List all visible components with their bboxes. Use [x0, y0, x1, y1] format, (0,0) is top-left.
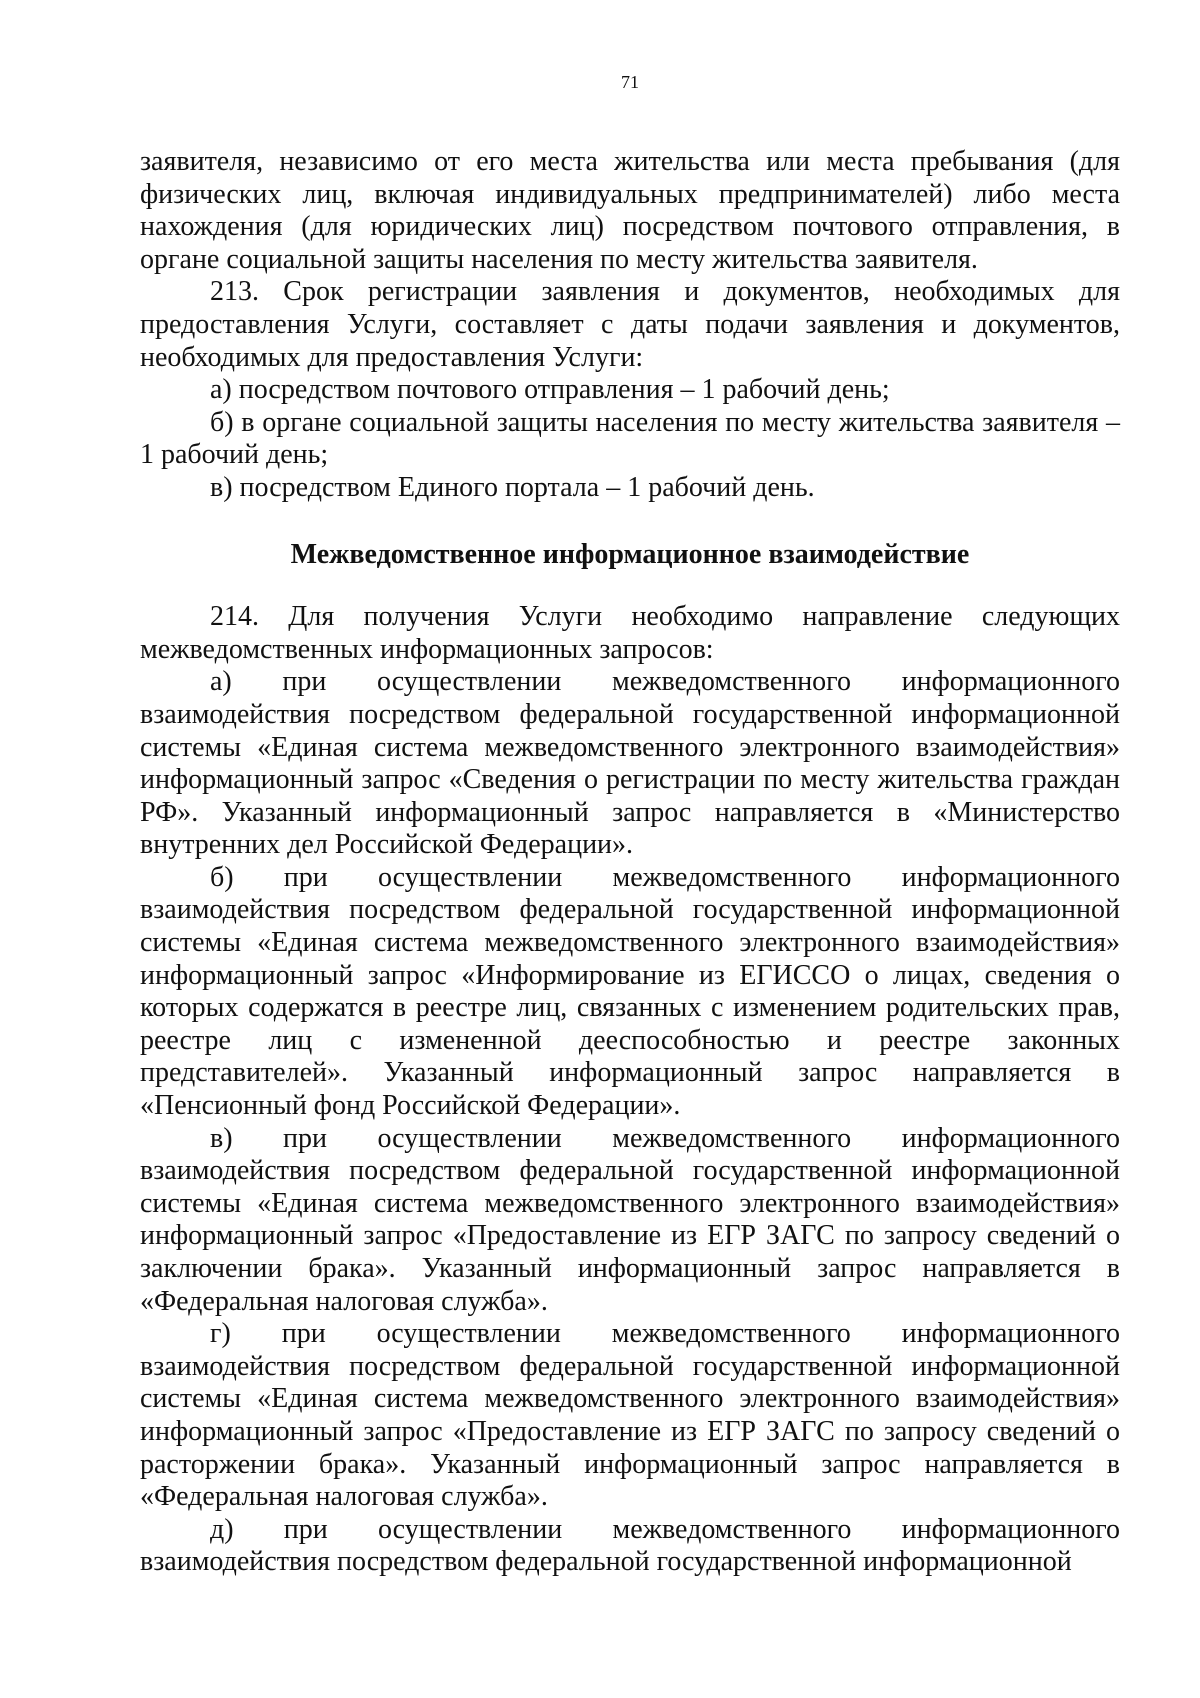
- page-number: 71: [621, 72, 639, 92]
- request-item-v: в) при осуществлении межведомственного информационного взаимодействия посредством федеральной государственной информационной системы «Единая система межведомственного электронного взаимодействия» информационный запрос «Предоставление из ЕГР ЗАГС по запросу сведений о заключении брака». Указанный информационный запрос направляется в «Федеральная налоговая служба».: [140, 1122, 1120, 1317]
- request-item-a: а) при осуществлении межведомственного информационного взаимодействия посредством федеральной государственной информационной системы «Единая система межведомственного электронного взаимодействия» информационный запрос «Сведения о регистрации по месту жительства граждан РФ». Указанный информационный запрос направляется в «Министерство внутренних дел Российской Федерации».: [140, 666, 1120, 861]
- list-item-a: а) посредством почтового отправления – 1 рабочий день;: [210, 374, 890, 406]
- request-item-b: б) при осуществлении межведомственного информационного взаимодействия посредством федеральной государственной информационной системы «Единая система межведомственного электронного взаимодействия» информационный запрос «Информирование из ЕГИССО о лицах, сведения о которых содержатся в реестре лиц, связанных с изменением родительских прав, реестре лиц с измененной дееспособностью и реестре законных представителей». Указанный информационный запрос направляется в «Пенсионный фонд Российской Федерации».: [140, 861, 1120, 1122]
- section-heading: Межведомственное информационное взаимодействие: [290, 538, 970, 570]
- paragraph-213: 213. Срок регистрации заявления и документов, необходимых для предоставления Услуги, составляет с даты подачи заявления и документов, необходимых для предоставления Услуги:: [140, 276, 1120, 373]
- list-item-v: в) посредством Единого портала – 1 рабочий день.: [210, 471, 815, 503]
- paragraph-continuation: заявителя, независимо от его места жительства или места пребывания (для физических лиц, включая индивидуальных предпринимателей) либо места нахождения (для юридических лиц) посредством почтового отправления, в органе социальной защиты населения по месту жительства заявителя.: [140, 146, 1120, 275]
- list-item-b: б) в органе социальной защиты населения по месту жительства заявителя – 1 рабочий день;: [140, 406, 1120, 471]
- paragraph-214: 214. Для получения Услуги необходимо направление следующих межведомственных информационных запросов:: [140, 601, 1120, 665]
- request-item-g: г) при осуществлении межведомственного информационного взаимодействия посредством федеральной государственной информационной системы «Единая система межведомственного электронного взаимодействия» информационный запрос «Предоставление из ЕГР ЗАГС по запросу сведений о расторжении брака». Указанный информационный запрос направляется в «Федеральная налоговая служба».: [140, 1318, 1120, 1513]
- request-item-d: д) при осуществлении межведомственного информационного взаимодействия посредством федеральной государственной информационной: [140, 1513, 1120, 1578]
- document-body: [140, 146, 1120, 1579]
